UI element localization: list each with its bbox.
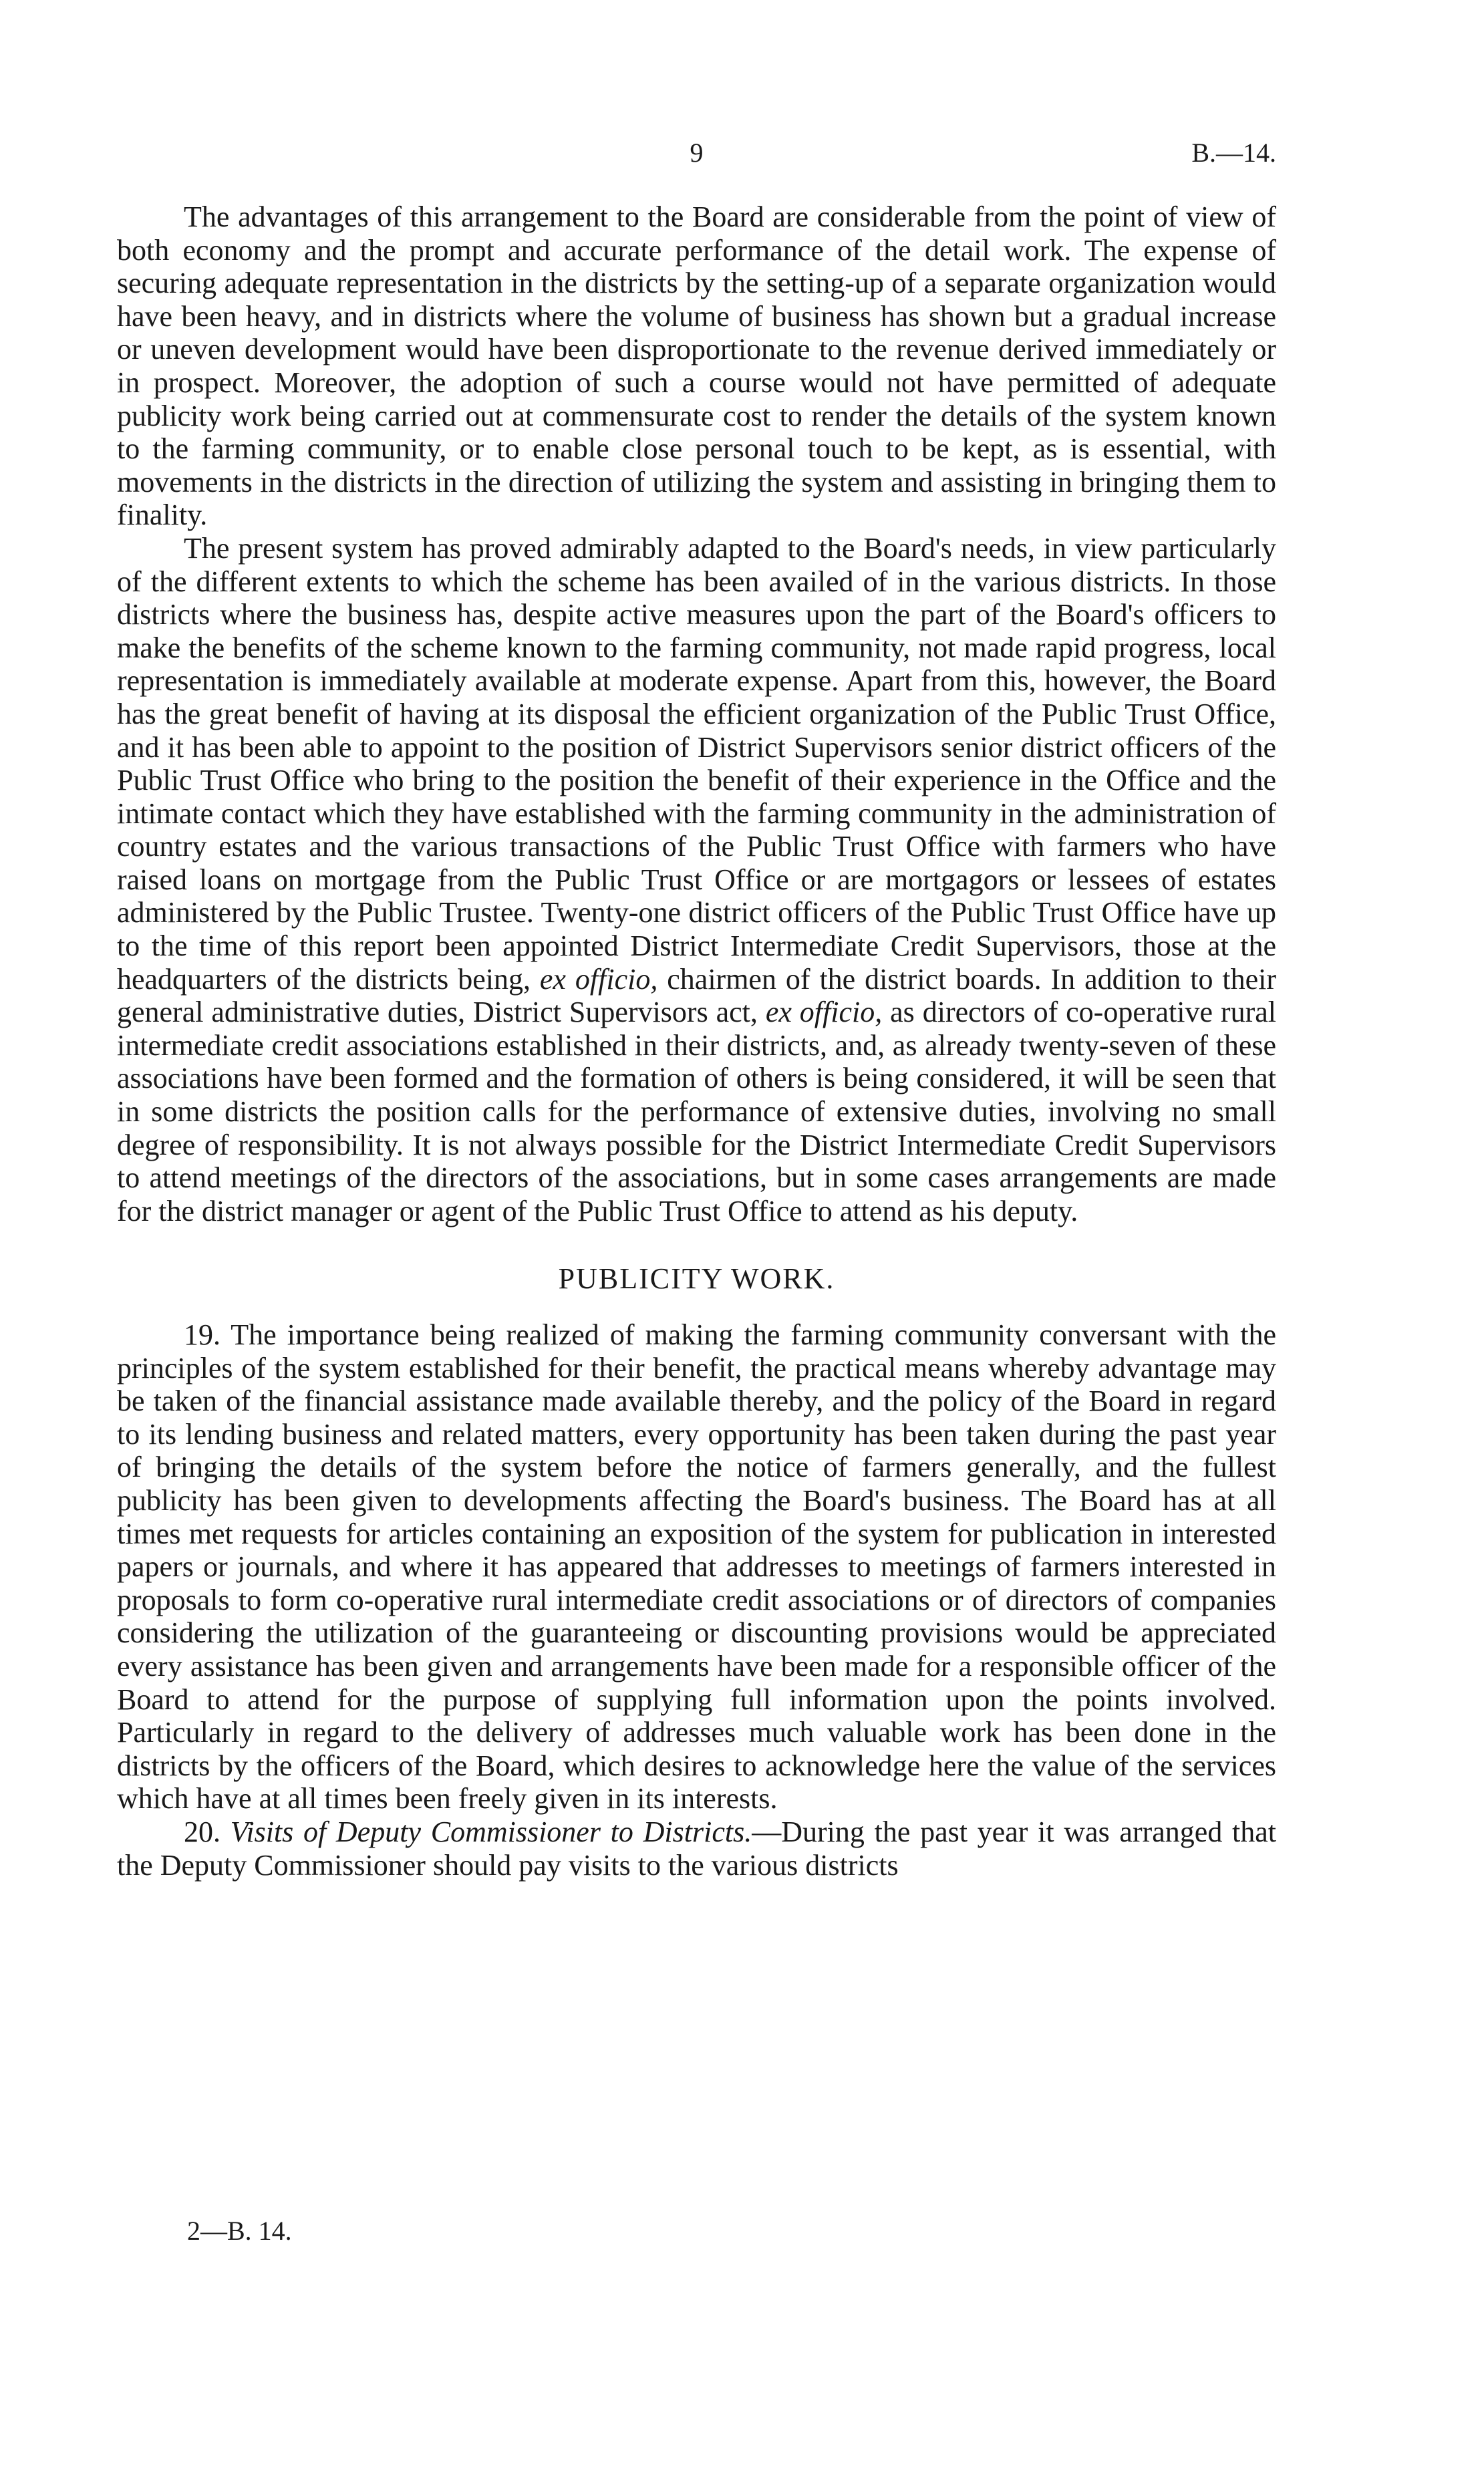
page-header [117, 137, 1276, 177]
paragraph-19: 19. The importance being realized of making the farming community conversant with the principles of the system established for their benefit, the practical means whereby advantage may be taken of the financial assistance made available thereby, and the policy of the Board in regard to its lending business and related matters, every opportunity has been taken during the past year of bringing the details of the system before the notice of farmers generally, and the fullest publicity has been given to developments affecting the Board's business. The Board has at all times met requests for articles containing an exposition of the system for publication in interested papers or journals, and where it has appeared that addresses to meetings of farmers interested in proposals to form co-operative rural intermediate credit associations or of directors of companies considering the utilization of the guaranteeing or discounting provisions would be appreciated every assistance has been given and arrangements have been made for a responsible officer of the Board to attend for the purpose of supplying full information upon the points involved. Particularly in regard to the delivery of addresses much valuable work has been done in the districts by the officers of the Board, which desires to acknowledge here the value of the services which have at all times been freely given in its interests. [117, 1318, 1276, 1815]
paragraph-20: 20. Visits of Deputy Commissioner to Districts.—During the past year it was arranged that the Deputy Commissioner should pay visits to the various districts [117, 1815, 1277, 1882]
ex-officio-term: ex officio, [539, 962, 658, 996]
section-heading-publicity-work: PUBLICITY WORK. [558, 1262, 835, 1296]
body-text [117, 200, 1276, 1882]
page-number: 9 [690, 138, 704, 168]
ex-officio-term: ex officio, [765, 996, 883, 1029]
signature-reference: 2—B. 14. [187, 2216, 292, 2246]
document-reference: B.—14. [1191, 138, 1276, 168]
paragraph-20-title: Visits of Deputy Commissioner to Districts. [230, 1815, 752, 1848]
paragraph-advantages: The advantages of this arrangement to the Board are considerable from the point of view of both economy and the prompt and accurate performance of the detail work. The expense of securing adequate representation in the districts by the setting-up of a separate organization would have been heavy, and in districts where the volume of business has shown but a gradual increase or uneven development would have been disproportionate to the revenue derived immediately or in prospect. Moreover, the adoption of such a course would not have permitted of adequate publicity work being carried out at commensurate cost to render the details of the system known to the farming community, or to enable close personal touch to be kept, as is essential, with movements in the districts in the direction of utilizing the system and assisting in bringing them to finality. [117, 200, 1276, 532]
paragraph-present-system: The present system has proved admirably adapted to the Board's needs, in view particularly of the different extents to which the scheme has been availed of in the various districts. In those districts where the business has, despite active measures upon the part of the Board's officers to make the benefits of the scheme known to the farming community, not made rapid progress, local representation is immediately available at moderate expense. Apart from this, however, the Board has the great benefit of having at its disposal the efficient organization of the Public Trust Office, and it has been able to appoint to the position of District Supervisors senior district officers of the Public Trust Office who bring to the position the benefit of their experience in the Office and the intimate contact which they have established with the farming community in the administration of country estates and the various transactions of the Public Trust Office with farmers who have raised loans on mortgage from the Public Trust Office or are mortgagors or lessees of estates administered by the Public Trustee. Twenty-one district officers of the Public Trust Office have up to the time of this report been appointed District Intermediate Credit Supervisors, those at the headquarters of the districts being, ex officio, chairmen of the district boards. In addition to their general administrative duties, District Supervisors act, ex officio, as directors of co-operative rural intermediate credit associations established in their districts, and, as already twenty-seven of these associations have been formed and the formation of others is being considered, it will be seen that in some districts the position calls for the performance of extensive duties, involving no small degree of responsibility. It is not always possible for the District Intermediate Credit Supervisors to attend meetings of the directors of the associations, but in some cases arrangements are made for the district manager or agent of the Public Trust Office to attend as his deputy. [117, 531, 1276, 1227]
